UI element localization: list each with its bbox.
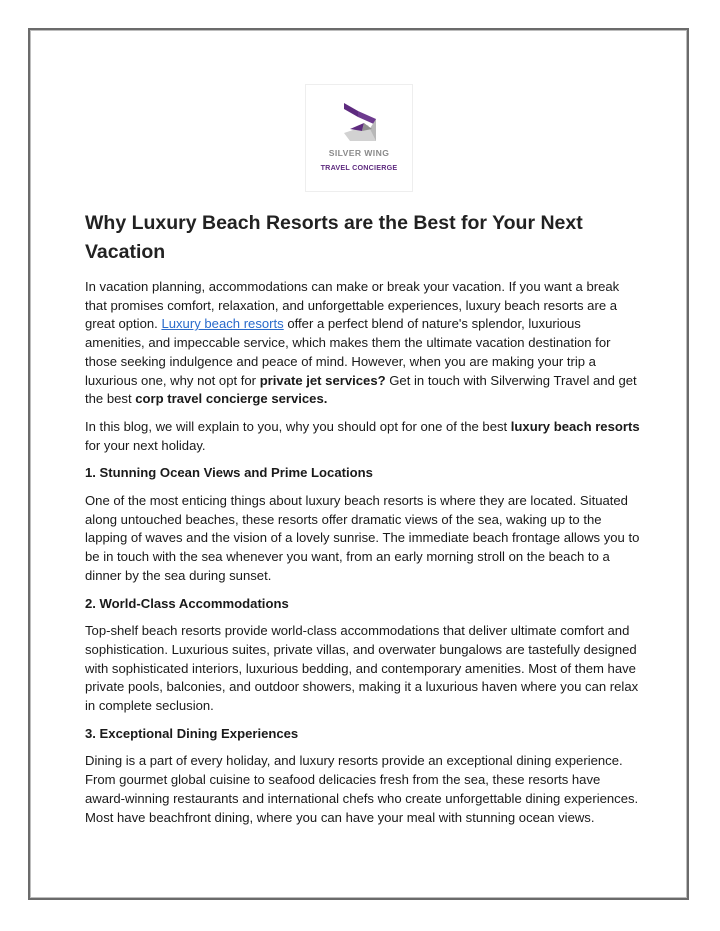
section-body: Top-shelf beach resorts provide world-class accommodations that deliver ultimate comfort and sophistication. Luxurious suites, private villas, and overwater bungalows are tastefully designed with sophisticated interiors, luxurious bedding, and contemporary amenities. Most of them have private pools, balconies, and outdoor showers, making it a luxurious haven where you can relax in complete seclusion.	[85, 623, 639, 714]
luxury-beach-resorts-link[interactable]: Luxury beach resorts	[161, 316, 284, 332]
concierge-services-text: corp travel concierge services.	[135, 391, 328, 407]
section-body: Dining is a part of every holiday, and luxury resorts provide an exceptional dining experience. From gourmet global cuisine to seafood delicacies fresh from the sea, these resorts have award-winning restaurants and international chefs who create unforgettable dining experiences. Most have beachfront dining, where you can have your meal with stunning ocean views.	[85, 753, 639, 825]
section-heading: 3. Exceptional Dining Experiences	[85, 725, 299, 741]
intro-text-1: In vacation planning, accommodations can make or break your vacation. If you want a break that promises comfort, relaxation, and unforgettable experiences, luxury beach resorts are a great option.	[85, 279, 620, 332]
intro-text-2: offer a perfect blend of nature's splendor, luxurious amenities, and impeccable service, which makes them the ultimate vacation destination for those seeking indulgence and peace of mind. However, when you are making your trip a luxurious one, why not opt for	[85, 316, 611, 388]
article-title: Why Luxury Beach Resorts are the Best for Your Next Vacation	[85, 212, 583, 263]
logo-text-line1: SILVER WING	[328, 148, 390, 158]
section-body: One of the most enticing things about luxury beach resorts is where they are located. Situated along untouched beaches, these resorts offer dramatic views of the sea, waking up to the lapping of waves and the vision of a lovely sunrise. The immediate beach frontage allows you to be in touch with the sea whenever you want, from an early morning stroll on the beach to a dinner by the sea during sunset.	[85, 493, 640, 583]
company-logo	[305, 84, 413, 192]
blog-text-2: for your next holiday.	[85, 437, 206, 453]
blog-paragraph	[85, 418, 640, 455]
article-content	[85, 209, 640, 836]
logo-text-line2: TRAVEL CONCIERGE	[320, 163, 398, 172]
intro-paragraph	[85, 278, 640, 409]
intro-text-3: Get in touch with Silverwing Travel and get the best	[85, 372, 637, 407]
luxury-beach-resorts-bold: luxury beach resorts	[510, 418, 640, 434]
silver-wing-logo-icon	[342, 101, 378, 143]
private-jet-services-text: private jet services?	[259, 372, 386, 388]
section-heading: 2. World-Class Accommodations	[85, 595, 289, 611]
section-heading: 1. Stunning Ocean Views and Prime Locations	[85, 465, 373, 481]
blog-text-1: In this blog, we will explain to you, why you should opt for one of the best	[85, 418, 511, 434]
